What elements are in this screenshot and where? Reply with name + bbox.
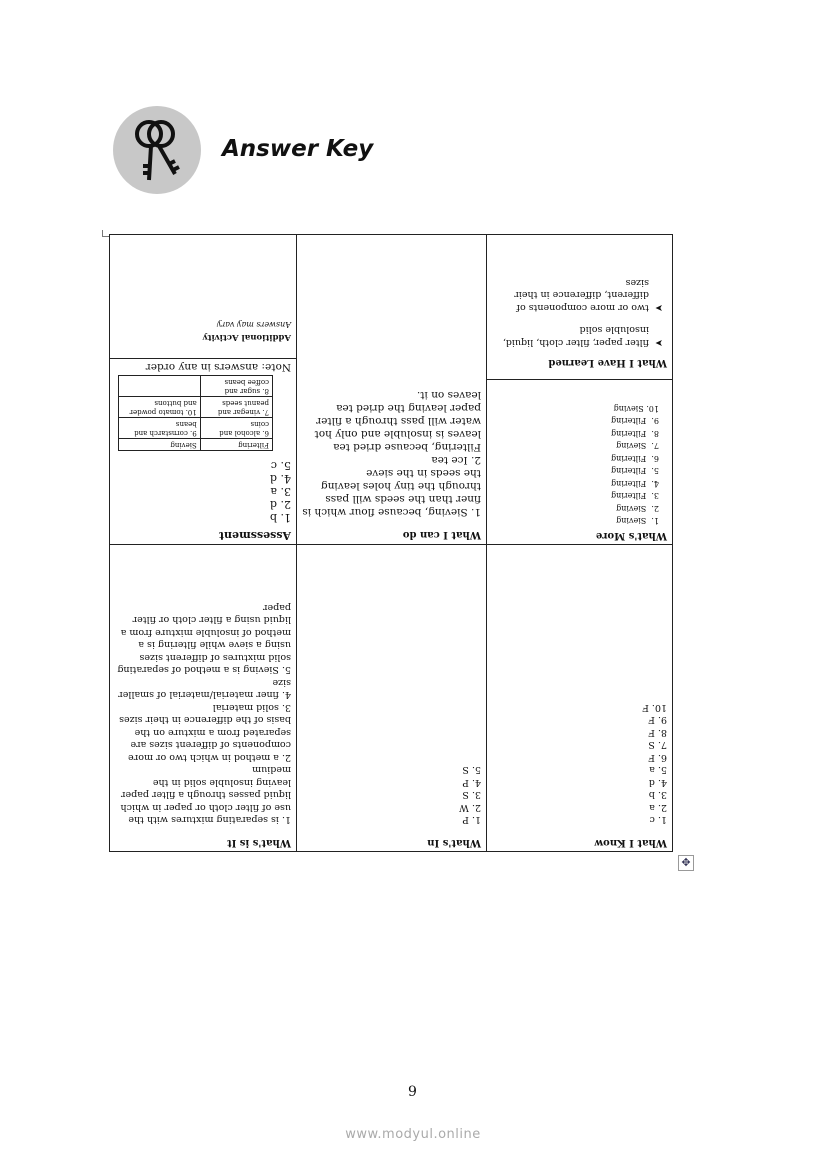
answer-item: 3. b bbox=[648, 789, 667, 801]
answer-item: 7. S bbox=[648, 739, 667, 751]
assessment-table bbox=[118, 376, 273, 452]
answer-item: 1. b bbox=[269, 511, 291, 525]
answer-item: 9. F bbox=[648, 714, 667, 726]
section-heading: Additional Activity bbox=[202, 332, 291, 342]
page-title: Answer Key bbox=[222, 136, 374, 162]
section-heading: What I can do bbox=[402, 529, 481, 540]
section-heading: What's In bbox=[427, 837, 481, 848]
section-heading: What's is It bbox=[227, 837, 291, 848]
answer-item: 1. Sieving, because flour which is finer than the seeds will pass through the tiny holes leaving the seeds in the sieve bbox=[299, 467, 481, 518]
what-i-have-learned-section bbox=[487, 263, 672, 381]
answer-item: 2. a method in which two or more components of different sizes are separated from a mixture on the basis of the difference in their sizes bbox=[119, 714, 291, 763]
additional-activity-text: Answers may vary bbox=[216, 320, 291, 330]
section-heading: What's More bbox=[595, 530, 667, 541]
what-i-can-do-cell bbox=[297, 235, 487, 545]
answer-item: 1. c bbox=[649, 814, 667, 826]
table-move-handle-icon[interactable]: ✥ bbox=[678, 855, 694, 871]
answer-item: 2. Sieving bbox=[616, 504, 659, 513]
table-cell: 7. vinegar and peanut seeds bbox=[200, 397, 272, 418]
assessment-cell bbox=[110, 235, 297, 545]
answer-item: 3. solid material bbox=[212, 702, 291, 713]
answer-item: 3. a bbox=[270, 485, 291, 499]
table-cell: 10. tomato powder and buttons bbox=[119, 397, 201, 418]
bullet-item: ➤ filter paper, filter cloth, liquid, insoluble solid bbox=[499, 324, 663, 348]
answer-item: 6. F bbox=[648, 752, 667, 763]
answer-item: 8. F bbox=[648, 727, 667, 738]
answer-item: 5. c bbox=[270, 459, 291, 473]
table-cell: 9. cornstarch and beans bbox=[119, 418, 201, 439]
answer-item: 4. P bbox=[462, 777, 481, 788]
answer-item: 4. Filtering bbox=[611, 479, 659, 488]
answer-item: 4. d bbox=[648, 777, 667, 788]
assessment-note: Note: answers in any order bbox=[145, 361, 291, 374]
whats-in-cell bbox=[297, 545, 487, 852]
bullet-item: ➤ two or more components of different, difference in their sizes bbox=[511, 277, 663, 313]
whats-more-cell bbox=[487, 235, 673, 545]
table-corner-marker bbox=[102, 230, 109, 237]
table-header: Filtering bbox=[200, 439, 272, 451]
section-heading: What I Know bbox=[594, 837, 667, 848]
whats-is-it-cell bbox=[110, 545, 297, 852]
table-cell: 8. sugar and coffee beans bbox=[200, 376, 272, 397]
answer-item: 4. finer material/material of smaller size bbox=[115, 677, 291, 701]
table-cell: 6. alcohol and coins bbox=[200, 418, 272, 439]
answer-item: 10. Sieving bbox=[613, 404, 659, 413]
answer-item: 2. W bbox=[459, 802, 481, 813]
answer-item: 1. is separating mixtures with the use of filter cloth or paper in which liquid passes through a filter paper leaving insoluble solid in the medium bbox=[117, 764, 291, 826]
watermark: www.modyul.online bbox=[345, 1127, 481, 1142]
answer-item: 4. d bbox=[269, 472, 291, 486]
answer-item: 7. Sieving bbox=[616, 441, 659, 451]
answer-item: 2. a bbox=[649, 802, 667, 813]
answer-item: Filtering, because dried tea leaves is insoluble and only hot water will pass through a filter paper leaving the dried tea leaves on it. bbox=[311, 389, 481, 453]
answer-item: 8. Filtering bbox=[611, 429, 659, 438]
page-number: 9 bbox=[408, 1084, 417, 1100]
table-cell bbox=[119, 376, 201, 397]
answer-item: 10. F bbox=[642, 702, 667, 713]
answer-item: 3. Filtering bbox=[611, 491, 659, 501]
answer-item: 3. S bbox=[462, 789, 481, 801]
answer-item: 6. Filtering bbox=[611, 454, 659, 463]
table-header: Sieving bbox=[119, 439, 201, 451]
section-heading: What I Have Learned bbox=[548, 357, 667, 369]
answer-key-table bbox=[110, 235, 673, 852]
answer-item: 5. S bbox=[462, 764, 481, 776]
additional-activity-section bbox=[110, 292, 296, 359]
what-i-know-cell bbox=[487, 545, 673, 852]
answer-item: 1. Sieving bbox=[616, 516, 659, 526]
section-heading: Assessment bbox=[218, 529, 291, 542]
answer-item: 1. P bbox=[462, 814, 481, 826]
answer-item: 5. Sieving is a method of separating solid mixtures of different sizes using a sieve while filtering is a method of insoluble mixture from a liquid using a filter cloth or filter paper bbox=[114, 602, 291, 676]
answer-item: 5. a bbox=[649, 764, 667, 776]
answer-item: 5. Filtering bbox=[611, 466, 659, 476]
answer-item: 2. d bbox=[269, 498, 291, 512]
answer-item: 2. Ice tea bbox=[431, 454, 481, 466]
keys-icon bbox=[113, 106, 201, 194]
answer-item: 9. Filtering bbox=[611, 416, 659, 426]
